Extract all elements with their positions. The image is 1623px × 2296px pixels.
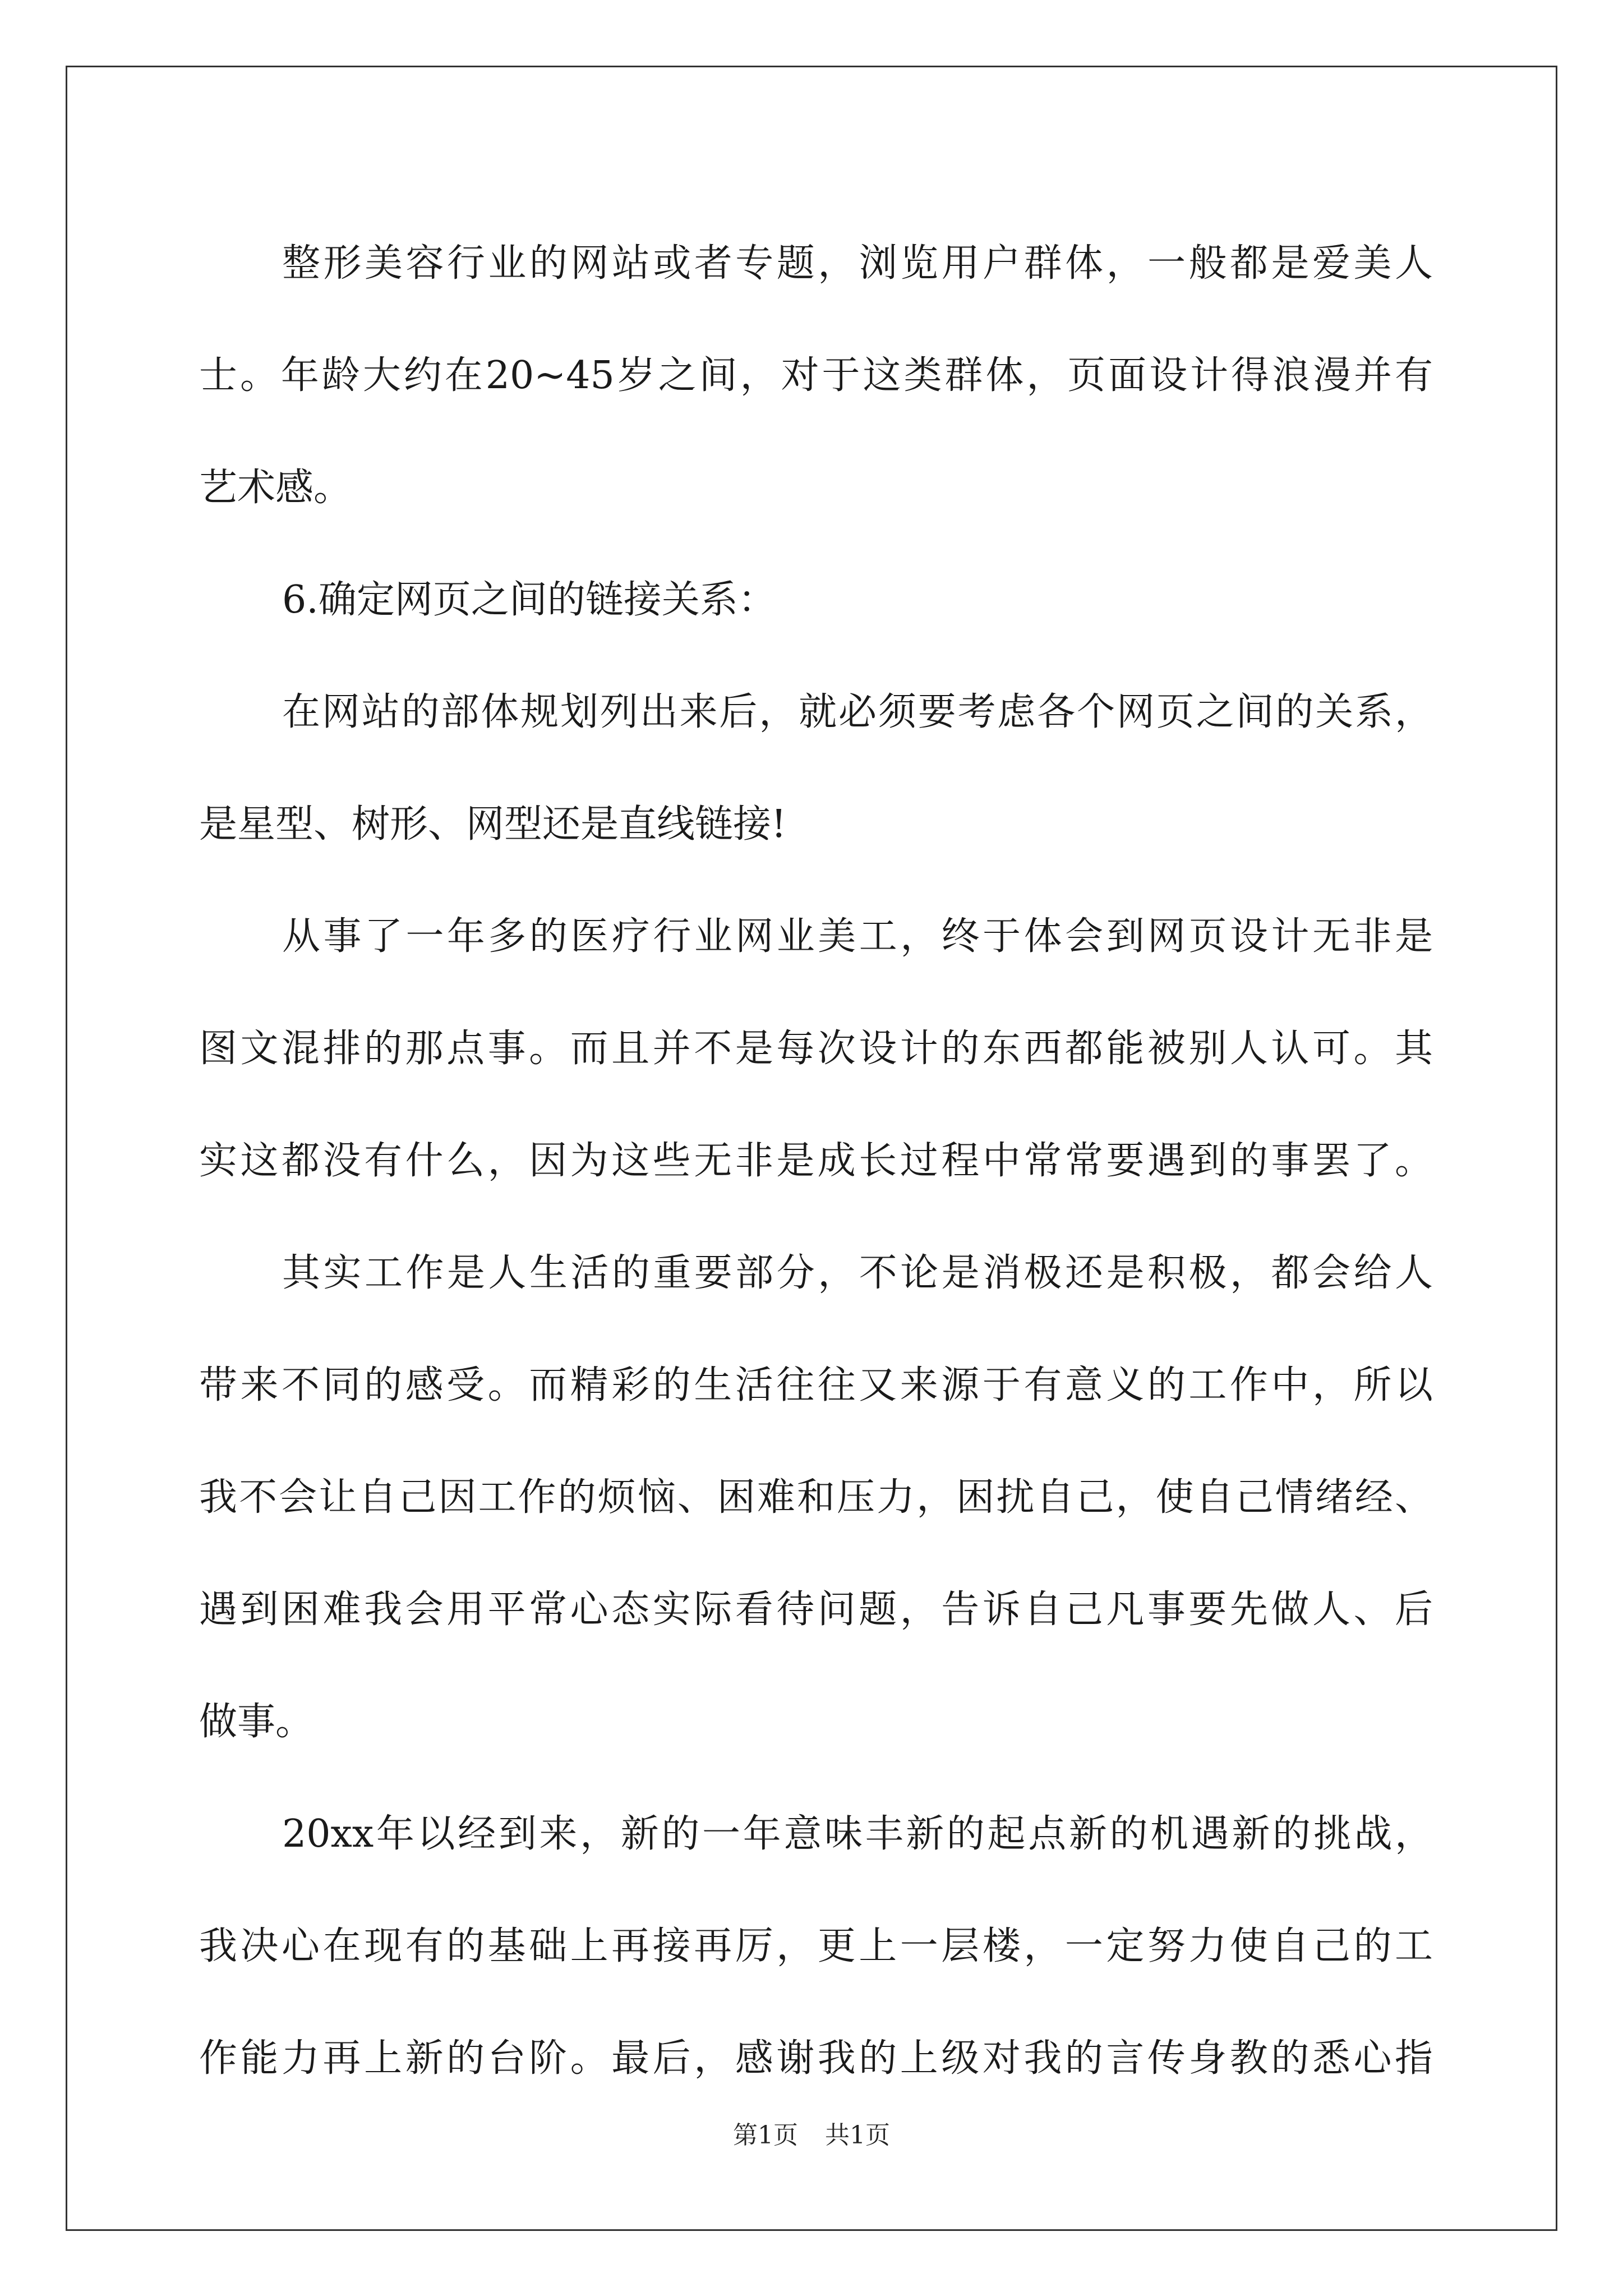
text-line: 20xx年以经到来，新的一年意味丰新的起点新的机遇新的挑战， — [282, 1812, 1433, 1856]
text-line: 实这都没有什么，因为这些无非是成长过程中常常要遇到的事罢了。 — [199, 1139, 1433, 1183]
page-count: 共1页 — [825, 2121, 890, 2150]
text-line: 在网站的部体规划列出来后，就必须要考虑各个网页之间的关系， — [282, 690, 1433, 734]
page-number: 第1页 — [733, 2121, 798, 2150]
text-line: 图文混排的那点事。而且并不是每次设计的东西都能被别人认可。其 — [199, 1027, 1433, 1071]
text-line: 艺术感。 — [199, 466, 352, 510]
text-line: 其实工作是人生活的重要部分，不论是消极还是积极，都会给人 — [282, 1251, 1433, 1295]
document-body — [199, 208, 1433, 2115]
text-line: 整形美容行业的网站或者专题，浏览用户群体，一般都是爱美人 — [282, 241, 1433, 286]
text-line: 作能力再上新的台阶。最后，感谢我的上级对我的言传身教的悉心指 — [199, 2036, 1433, 2081]
text-line: 带来不同的感受。而精彩的生活往往又来源于有意义的工作中，所以 — [199, 1363, 1433, 1407]
text-line: 是星型、树形、网型还是直线链接! — [199, 802, 787, 846]
text-line: 遇到困难我会用平常心态实际看待问题，告诉自己凡事要先做人、后 — [199, 1588, 1433, 1632]
text-line: 做事。 — [199, 1700, 314, 1744]
page-footer — [0, 2115, 1623, 2151]
text-line: 我不会让自己因工作的烦恼、困难和压力，困扰自己，使自己情绪经、 — [199, 1475, 1433, 1520]
text-line: 从事了一年多的医疗行业网业美工，终于体会到网页设计无非是 — [282, 914, 1433, 959]
text-line: 6.确定网页之间的链接关系： — [282, 578, 776, 622]
text-line: 我决心在现有的基础上再接再厉，更上一层楼，一定努力使自己的工 — [199, 1924, 1433, 1968]
text-line: 士。年龄大约在20~45岁之间，对于这类群体，页面设计得浪漫并有 — [199, 353, 1433, 398]
